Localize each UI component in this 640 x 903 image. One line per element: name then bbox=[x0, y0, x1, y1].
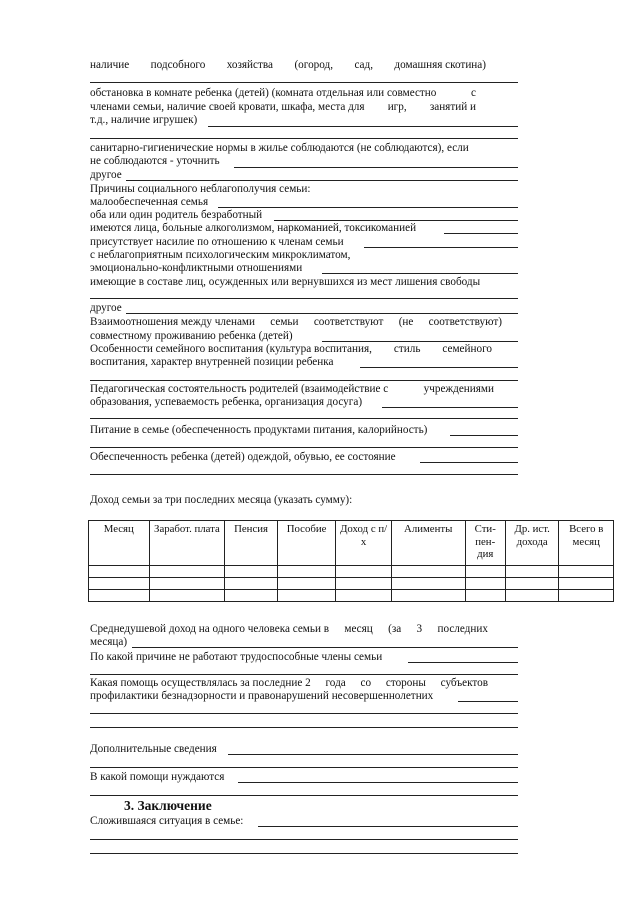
table-cell[interactable] bbox=[89, 578, 150, 590]
blank-line[interactable] bbox=[90, 298, 518, 299]
upbringing-field[interactable] bbox=[360, 367, 518, 368]
column-header: Пенсия bbox=[225, 521, 278, 566]
pedagogy-label: образования, успеваемость ребенка, организация досуга) bbox=[90, 396, 363, 408]
pedagogy-label: Педагогическая состоятельность родителей (взаимодействие с учреждениями bbox=[90, 383, 494, 395]
table-cell[interactable] bbox=[149, 566, 225, 578]
blank-line[interactable] bbox=[90, 380, 518, 381]
income-table bbox=[88, 520, 614, 602]
column-header: Месяц bbox=[89, 521, 150, 566]
room-label: обстановка в комнате ребенка (детей) (комната отдельная или совместно с bbox=[90, 87, 476, 99]
need-help-label: В какой помощи нуждаются bbox=[90, 771, 225, 783]
table-cell[interactable] bbox=[465, 590, 505, 602]
table-cell[interactable] bbox=[559, 566, 614, 578]
reason-item: малообеспеченная семья bbox=[90, 196, 209, 208]
table-cell[interactable] bbox=[225, 590, 278, 602]
table-cell[interactable] bbox=[336, 590, 392, 602]
table-cell[interactable] bbox=[505, 566, 559, 578]
help-label: Какая помощь осуществлялась за последние 2 года со стороны субъектов bbox=[90, 677, 488, 689]
reason-field[interactable] bbox=[274, 220, 518, 221]
help-field[interactable] bbox=[458, 701, 518, 702]
table-cell[interactable] bbox=[336, 566, 392, 578]
income-heading: Доход семьи за три последних месяца (указать сумму): bbox=[90, 494, 353, 506]
reason-item: оба или один родитель безработный bbox=[90, 209, 263, 221]
blank-line[interactable] bbox=[90, 853, 518, 854]
per-capita-field[interactable] bbox=[132, 647, 518, 648]
per-capita-label: месяца) bbox=[90, 636, 128, 648]
reason-field[interactable] bbox=[444, 233, 518, 234]
table-cell[interactable] bbox=[465, 566, 505, 578]
table-cell[interactable] bbox=[559, 590, 614, 602]
blank-line[interactable] bbox=[90, 674, 518, 675]
blank-line[interactable] bbox=[90, 447, 518, 448]
other-field[interactable] bbox=[126, 180, 518, 181]
additional-field[interactable] bbox=[228, 754, 518, 755]
nutrition-label: Питание в семье (обеспеченность продуктами питания, калорийность) bbox=[90, 424, 428, 436]
room-label: т.д., наличие игрушек) bbox=[90, 114, 198, 126]
other-label: другое bbox=[90, 169, 122, 181]
table-cell[interactable] bbox=[391, 590, 465, 602]
column-header: Пособие bbox=[277, 521, 336, 566]
table-cell[interactable] bbox=[89, 566, 150, 578]
column-header: Др. ист. дохода bbox=[505, 521, 559, 566]
blank-line[interactable] bbox=[90, 795, 518, 796]
table-cell[interactable] bbox=[391, 566, 465, 578]
unemployed-field[interactable] bbox=[408, 662, 518, 663]
household-line: наличие подсобного хозяйства (огород, сад, домашняя скотина) bbox=[90, 59, 486, 71]
additional-label: Дополнительные сведения bbox=[90, 743, 217, 755]
sanitary-field[interactable] bbox=[234, 167, 518, 168]
clothing-label: Обеспеченность ребенка (детей) одеждой, обувью, ее состояние bbox=[90, 451, 396, 463]
table-cell[interactable] bbox=[225, 578, 278, 590]
table-row bbox=[89, 566, 614, 578]
reason-field[interactable] bbox=[218, 207, 518, 208]
relations-label: Взаимоотношения между членами семьи соответствуют (не соответствуют) bbox=[90, 316, 502, 328]
table-cell[interactable] bbox=[89, 590, 150, 602]
blank-line[interactable] bbox=[90, 767, 518, 768]
blank-line[interactable] bbox=[90, 839, 518, 840]
blank-line[interactable] bbox=[90, 418, 518, 419]
sanitary-label: санитарно-гигиенические нормы в жилье соблюдаются (не соблюдаются), если bbox=[90, 142, 469, 154]
upbringing-label: воспитания, характер внутренней позиции ребенка bbox=[90, 356, 334, 368]
situation-field[interactable] bbox=[258, 826, 518, 827]
clothing-field[interactable] bbox=[420, 462, 518, 463]
column-header: Доход с п/х bbox=[336, 521, 392, 566]
blank-line[interactable] bbox=[90, 138, 518, 139]
table-cell[interactable] bbox=[465, 578, 505, 590]
reason-item: эмоционально-конфликтными отношениями bbox=[90, 262, 303, 274]
nutrition-field[interactable] bbox=[450, 435, 518, 436]
column-header: Всего в месяц bbox=[559, 521, 614, 566]
table-cell[interactable] bbox=[277, 566, 336, 578]
reason-item: с неблагоприятным психологическим микроклиматом, bbox=[90, 249, 351, 261]
table-cell[interactable] bbox=[277, 590, 336, 602]
sanitary-label: не соблюдаются - уточнить bbox=[90, 155, 220, 167]
column-header: Алименты bbox=[391, 521, 465, 566]
table-row bbox=[89, 590, 614, 602]
column-header: Сти- пен- дия bbox=[465, 521, 505, 566]
table-cell[interactable] bbox=[225, 566, 278, 578]
per-capita-label: Среднедушевой доход на одного человека семьи в месяц (за 3 последних bbox=[90, 623, 488, 635]
table-cell[interactable] bbox=[391, 578, 465, 590]
table-cell[interactable] bbox=[505, 590, 559, 602]
room-field[interactable] bbox=[208, 126, 518, 127]
reasons-heading: Причины социального неблагополучия семьи: bbox=[90, 183, 311, 195]
need-help-field[interactable] bbox=[238, 782, 518, 783]
relations-label: совместному проживанию ребенка (детей) bbox=[90, 330, 293, 342]
table-cell[interactable] bbox=[559, 578, 614, 590]
blank-line[interactable] bbox=[90, 474, 518, 475]
other-label: другое bbox=[90, 302, 122, 314]
reason-field[interactable] bbox=[364, 247, 518, 248]
upbringing-label: Особенности семейного воспитания (культура воспитания, стиль семейного bbox=[90, 343, 492, 355]
conclusion-heading: 3. Заключение bbox=[124, 798, 212, 813]
reason-item: присутствует насилие по отношению к членам семьи bbox=[90, 236, 344, 248]
room-label: членами семьи, наличие своей кровати, шкафа, места для игр, занятий и bbox=[90, 101, 476, 113]
situation-label: Сложившаяся ситуация в семье: bbox=[90, 815, 244, 827]
table-cell[interactable] bbox=[277, 578, 336, 590]
table-cell[interactable] bbox=[336, 578, 392, 590]
blank-line[interactable] bbox=[90, 727, 518, 728]
relations-field[interactable] bbox=[322, 341, 518, 342]
column-header: Заработ. плата bbox=[149, 521, 225, 566]
other-field[interactable] bbox=[126, 313, 518, 314]
reason-field[interactable] bbox=[322, 273, 518, 274]
table-header-row bbox=[89, 521, 614, 566]
reason-item: имеющие в составе лиц, осужденных или вернувшихся из мест лишения свободы bbox=[90, 276, 481, 288]
table-cell[interactable] bbox=[149, 578, 225, 590]
unemployed-label: По какой причине не работают трудоспособные члены семьи bbox=[90, 651, 383, 663]
blank-line[interactable] bbox=[90, 82, 518, 83]
table-cell[interactable] bbox=[149, 590, 225, 602]
table-cell[interactable] bbox=[505, 578, 559, 590]
blank-line[interactable] bbox=[90, 713, 518, 714]
pedagogy-field[interactable] bbox=[382, 407, 518, 408]
table-row bbox=[89, 578, 614, 590]
reason-item: имеются лица, больные алкоголизмом, наркоманией, токсикоманией bbox=[90, 222, 417, 234]
help-label: профилактики безнадзорности и правонарушений несовершеннолетних bbox=[90, 690, 434, 702]
